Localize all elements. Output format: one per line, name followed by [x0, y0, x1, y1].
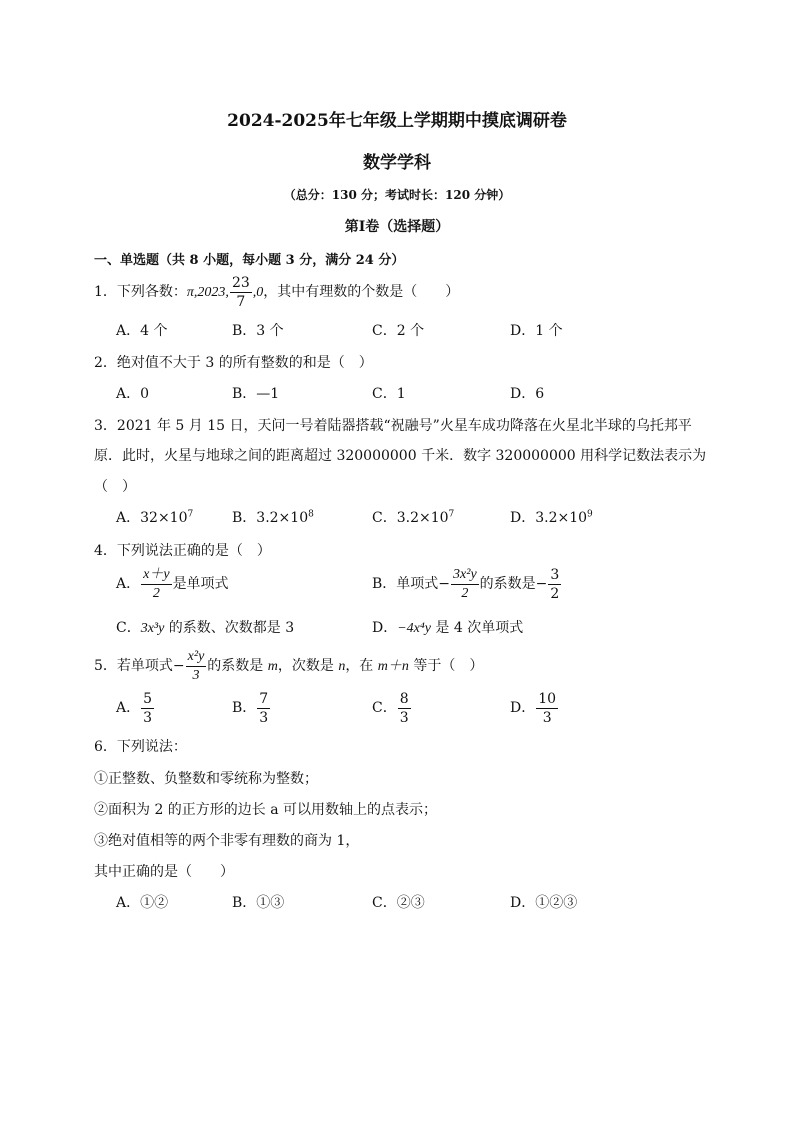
q3-option-a	[116, 507, 193, 527]
question-2-stem: 2．绝对值不大于 3 的所有整数的和是（ ）	[94, 355, 373, 371]
q5-expr: m＋n	[377, 659, 409, 674]
q5-mid2: ，次数是	[277, 658, 339, 674]
q2-option-b: B．—1	[232, 386, 280, 402]
q5-option-d-num: 10	[538, 690, 557, 707]
q4-a-fraction	[141, 568, 171, 601]
q5-option-c	[372, 690, 412, 726]
exam-title: 2024-2025年七年级上学期期中摸底调研卷	[227, 111, 567, 131]
q5-option-c-fraction	[398, 692, 411, 725]
q5-option-d-label: D．	[510, 700, 536, 716]
q3-option-b-label: B．	[232, 510, 257, 526]
subject-title: 数学学科	[363, 153, 431, 173]
q5-option-a-fraction	[141, 692, 154, 725]
q5-mid3: ，在	[345, 658, 378, 674]
q3-option-d-base: 3.2×10	[535, 510, 588, 526]
q1-prefix: 1．下列各数：	[94, 284, 187, 300]
q4-option-b-mid: 的系数是	[479, 576, 536, 592]
q4-b-answer-fraction	[548, 568, 561, 601]
q6-option-a: A．①②	[116, 895, 169, 911]
q4-option-d-text: 是 4 次单项式	[430, 620, 524, 636]
q1-fraction	[230, 276, 252, 309]
q3-option-a-base: 32×10	[140, 510, 188, 526]
q3-option-d	[510, 507, 593, 527]
q1-fraction-num: 23	[231, 274, 250, 291]
q3-option-c-exp: 7	[448, 509, 455, 520]
q6-statement-3: ③绝对值相等的两个非零有理数的商为 1，	[94, 833, 360, 849]
q5-var-m: m	[267, 659, 278, 674]
q4-option-c-label: C．	[116, 620, 141, 636]
q5-option-c-num: 8	[399, 690, 409, 707]
q4-option-d	[372, 617, 523, 637]
q4-option-a-text: 是单项式	[172, 576, 229, 592]
q4-b-fraction	[451, 568, 479, 601]
exam-info: （总分：130 分；考试时长：120 分钟）	[283, 188, 511, 202]
q5-var-n: n	[338, 659, 346, 674]
q5-option-b-num: 7	[259, 690, 269, 707]
q1-option-b: B．3 个	[232, 323, 284, 339]
q5-prefix: 5．若单项式	[94, 658, 173, 674]
q2-option-c: C．1	[372, 386, 406, 402]
q5-option-c-label: C．	[372, 700, 397, 716]
q3-option-d-label: D．	[510, 510, 536, 526]
q4-b-answer-den: 2	[550, 585, 560, 602]
q6-option-b: B．①③	[232, 895, 285, 911]
question-4-stem: 4．下列说法正确的是（ ）	[94, 543, 271, 559]
part-title: 第Ⅰ卷（选择题）	[344, 219, 450, 235]
q5-option-a	[116, 690, 155, 726]
q4-option-d-label: D．	[372, 620, 398, 636]
q3-option-b-exp: 8	[308, 509, 314, 520]
q1-option-a: A．4 个	[116, 323, 168, 339]
q5-suffix: 等于（ ）	[408, 658, 484, 674]
q5-option-d-den: 3	[542, 709, 552, 726]
q2-option-d: D．6	[510, 386, 545, 402]
q5-fraction-num: x²y	[186, 650, 207, 667]
q5-fraction-den: 3	[192, 667, 200, 683]
q4-option-d-expr: −4x⁴y	[397, 621, 431, 636]
q4-option-a	[116, 566, 229, 602]
question-3-line-3: （ ）	[94, 479, 136, 495]
question-3-line-2: 原．此时，火星与地球之间的距离超过 320000000 千米．数字 320000000 用科学记数法表示为	[94, 448, 707, 464]
q3-option-c	[372, 507, 454, 527]
q4-option-a-label: A．	[116, 576, 141, 592]
q3-option-b-base: 3.2×10	[256, 510, 309, 526]
q5-mid: 的系数是	[207, 658, 268, 674]
q5-option-b-label: B．	[232, 700, 257, 716]
q5-option-a-num: 5	[143, 690, 153, 707]
q6-statement-1: ①正整数、负整数和零统称为整数；	[94, 771, 318, 787]
q4-b-answer-num: 3	[550, 566, 560, 583]
question-3-line-1: 3．2021 年 5 月 15 日，天问一号着陆器搭载“祝融号”火星车成功降落在火星北半球的乌托邦平	[94, 418, 692, 434]
q6-option-c: C．②③	[372, 895, 425, 911]
q5-option-c-den: 3	[399, 709, 409, 726]
q3-option-a-label: A．	[116, 510, 141, 526]
q3-option-d-exp: 9	[587, 509, 593, 520]
q4-option-b: B．单项式− $\frac{\text{3x²y}}{2}$ 的系数是− $\frac{3}{2}$	[372, 566, 560, 602]
q1-option-d: D．1 个	[510, 323, 563, 339]
q3-option-c-base: 3.2×10	[396, 510, 449, 526]
q6-option-d: D．①②③	[510, 895, 578, 911]
section-heading: 一、单选题（共 8 小题，每小题 3 分，满分 24 分）	[94, 253, 405, 268]
q4-option-c	[116, 617, 294, 637]
q5-option-b-den: 3	[259, 709, 269, 726]
q1-option-c: C．2 个	[372, 323, 425, 339]
q3-option-c-label: C．	[372, 510, 397, 526]
q2-option-a: A．0	[116, 386, 150, 402]
q4-b-fraction-num: 3x²y	[451, 568, 479, 585]
q3-option-b	[232, 507, 314, 527]
q1-fraction-den: 7	[236, 293, 246, 310]
q1-numbers-tail: ,0	[252, 285, 264, 300]
q5-option-d	[510, 690, 559, 726]
q4-option-c-text: 的系数、次数都是 3	[164, 620, 295, 636]
q6-statement-2: ②面积为 2 的正方形的边长 a 可以用数轴上的点表示；	[94, 802, 438, 818]
q4-a-fraction-den: 2	[152, 585, 160, 601]
q5-option-b	[232, 690, 271, 726]
q4-b-fraction-den: 2	[461, 585, 469, 601]
q1-numbers: π,2023,	[186, 285, 229, 300]
q6-question: 其中正确的是（ ）	[94, 864, 234, 880]
q1-suffix: ，其中有理数的个数是（ ）	[263, 284, 460, 300]
q5-option-d-fraction	[536, 692, 558, 725]
q3-option-a-exp: 7	[187, 509, 194, 520]
q5-option-a-label: A．	[116, 700, 141, 716]
q5-option-b-fraction	[257, 692, 270, 725]
question-5-stem: 5．若单项式− $\frac{\text{x²y}}{3}$ 的系数是 m，次数是 n，在 m＋n 等于（ ）	[94, 648, 484, 683]
q4-option-c-expr: 3x³y	[140, 621, 165, 636]
q4-a-fraction-num: x＋y	[141, 568, 171, 585]
question-6-stem: 6．下列说法：	[94, 739, 187, 755]
question-1-stem	[94, 274, 459, 311]
q5-fraction	[186, 650, 207, 683]
q5-option-a-den: 3	[143, 709, 153, 726]
q4-option-b-prefix: B．单项式	[372, 576, 439, 592]
